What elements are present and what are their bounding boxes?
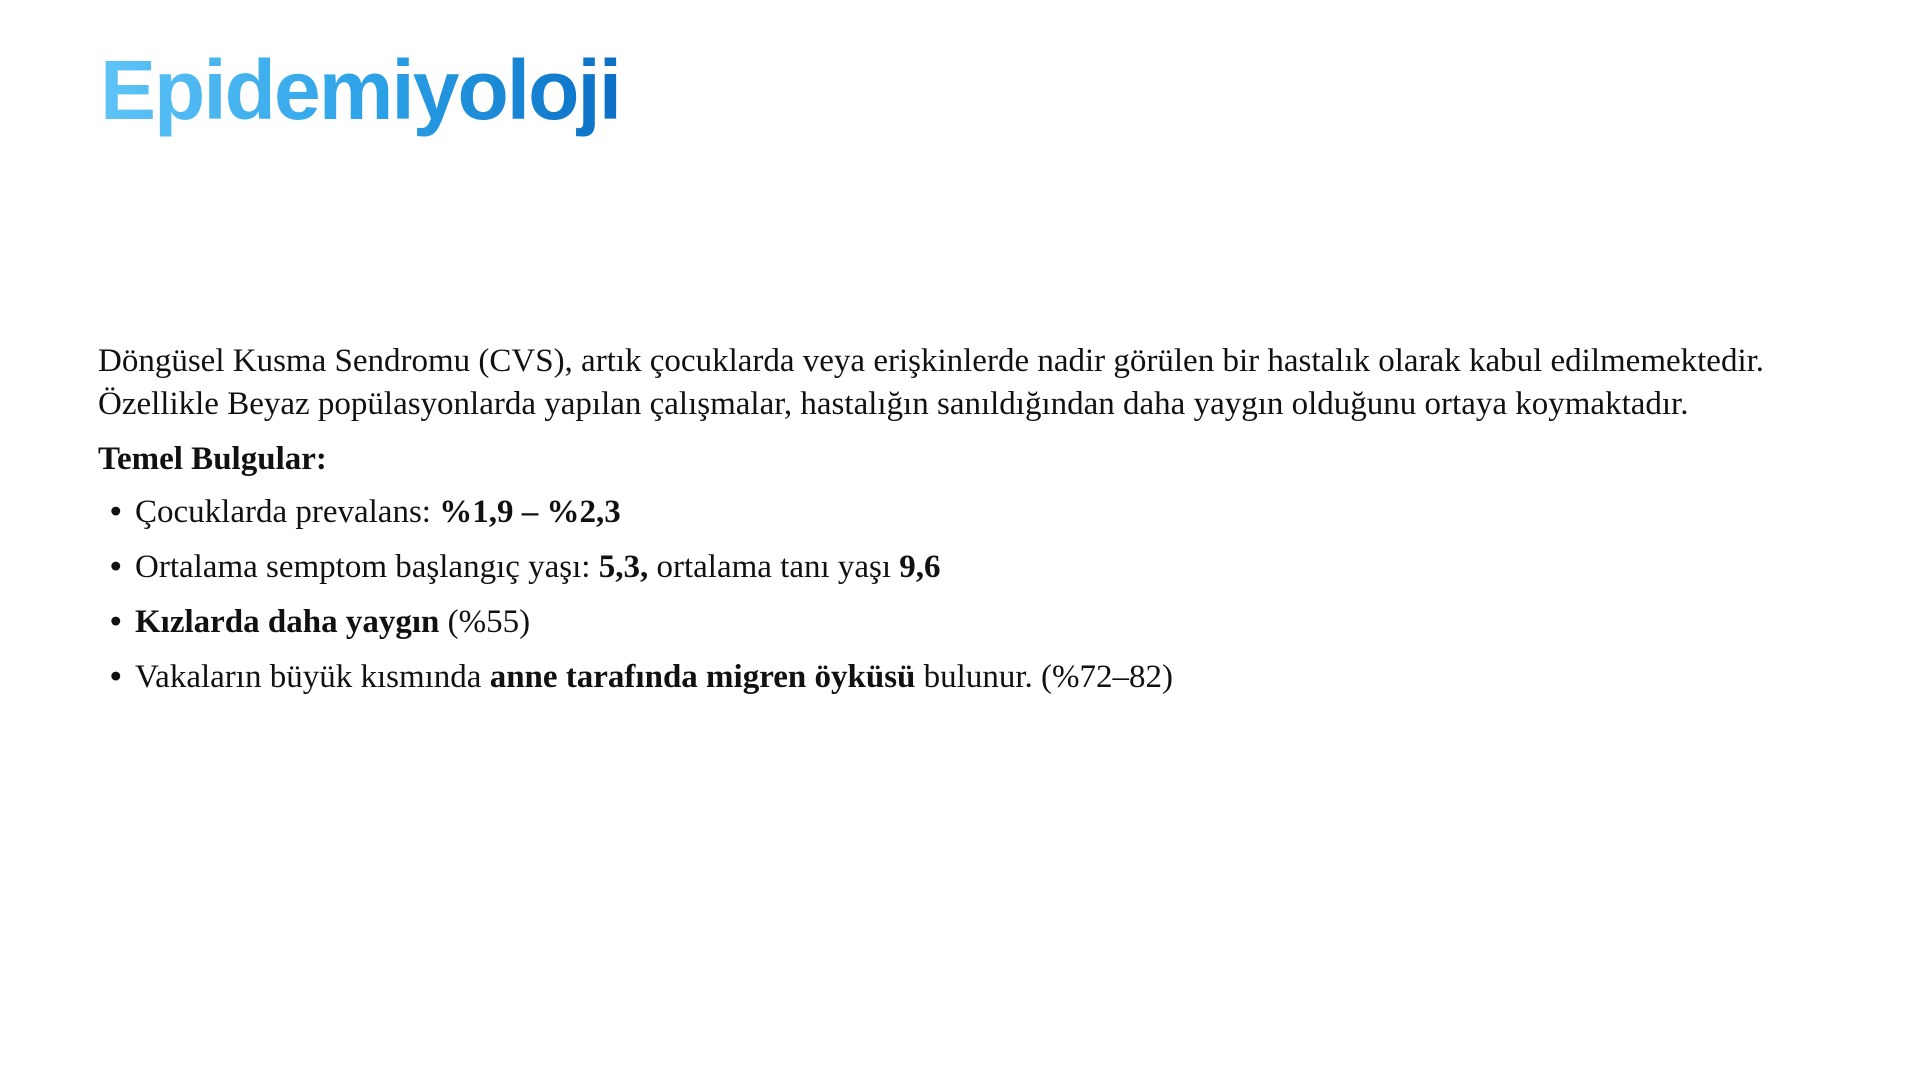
slide-title: Epidemiyoloji (100, 40, 620, 140)
findings-heading: Temel Bulgular: (98, 441, 327, 477)
finding-migraine-history (98, 656, 1858, 699)
finding-text: (%55) (439, 604, 531, 640)
finding-prevalence (98, 491, 1858, 534)
bullet-icon: • (110, 549, 122, 585)
finding-gender (98, 601, 1858, 644)
finding-bold-value: Kızlarda daha yaygın (135, 604, 440, 640)
slide-body (98, 340, 1858, 711)
finding-text: Ortalama semptom başlangıç yaşı: (135, 549, 599, 585)
finding-text: Çocuklarda prevalans: (135, 494, 440, 530)
finding-text: bulunur. (%72–82) (915, 659, 1173, 695)
finding-text: Vakaların büyük kısmında (135, 659, 490, 695)
finding-bold-value: 9,6 (899, 549, 941, 585)
finding-bold-value: %1,9 – %2,3 (439, 494, 621, 530)
intro-paragraph: Döngüsel Kusma Sendromu (CVS), artık çocuklarda veya erişkinlerde nadir görülen bir hastalık olarak kabul edilmemektedir. Özellikle Beyaz popülasyonlarda yapılan çalışmalar, hastalığın sanıldığından daha yaygın olduğunu ortaya koymaktadır. (98, 343, 1765, 422)
finding-text: ortalama tanı yaşı (648, 549, 900, 585)
findings-list (98, 491, 1858, 699)
bullet-icon: • (110, 494, 122, 530)
finding-bold-value: 5,3, (598, 549, 649, 585)
finding-bold-value: anne tarafında migren öyküsü (489, 659, 916, 695)
finding-onset-age (98, 546, 1858, 589)
bullet-icon: • (110, 659, 122, 695)
bullet-icon: • (110, 604, 122, 640)
